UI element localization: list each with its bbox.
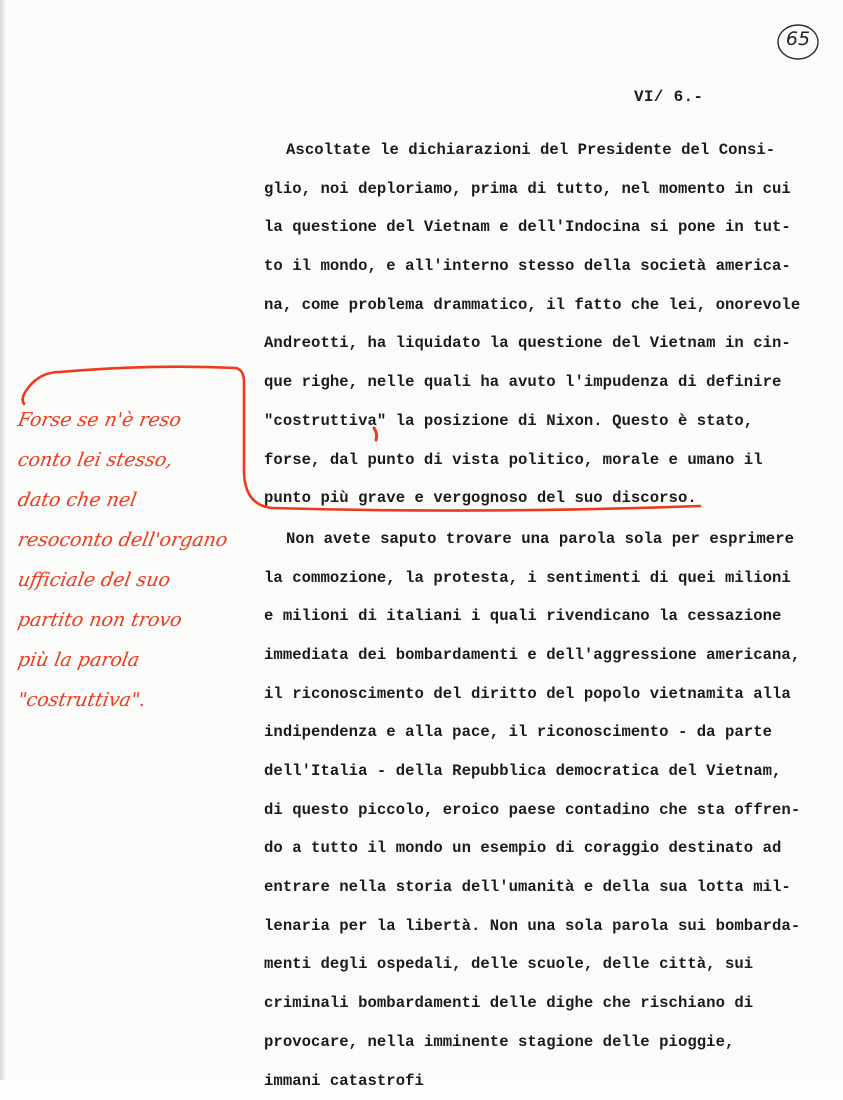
text-line: immani catastrofi — [264, 1062, 834, 1100]
text-line: dell'Italia - della Repubblica democratica del Vietnam, — [264, 752, 834, 791]
page-number-stamp — [776, 22, 820, 62]
scan-edge — [0, 0, 6, 1080]
text-line: que righe, nelle quali ha avuto l'impudenza di definire — [264, 363, 834, 402]
annotation-line: resoconto dell'organo — [14, 520, 261, 560]
annotation-line: partito non trovo — [14, 600, 261, 640]
text-line: criminali bombardamenti delle dighe che rischiano di — [264, 984, 834, 1023]
annotation-line: "costruttiva". — [14, 680, 261, 720]
typed-body-text — [264, 131, 834, 1100]
section-header: VI/ 6.- — [634, 88, 703, 106]
text-line: indipendenza e alla pace, il riconoscimento - da parte — [264, 713, 834, 752]
text-line: na, come problema drammatico, il fatto che lei, onorevole — [264, 286, 834, 325]
handwritten-annotation — [18, 400, 258, 720]
text-line: to il mondo, e all'interno stesso della società america- — [264, 247, 834, 286]
text-line: immediata dei bombardamenti e dell'aggressione americana, — [264, 636, 834, 675]
text-line: glio, noi deploriamo, prima di tutto, nel momento in cui — [264, 170, 834, 209]
text-line: la commozione, la protesta, i sentimenti di quei milioni — [264, 559, 834, 598]
annotation-line: dato che nel — [14, 480, 261, 520]
text-line: lenaria per la libertà. Non una sola parola sui bombarda- — [264, 907, 834, 946]
annotation-line: ufficiale del suo — [14, 560, 261, 600]
text-line: Non avete saputo trovare una parola sola per esprimere — [264, 520, 834, 559]
text-line: provocare, nella imminente stagione delle pioggie, — [264, 1023, 834, 1062]
text-line: e milioni di italiani i quali rivendicano la cessazione — [264, 597, 834, 636]
text-line: entrare nella storia dell'umanità e della sua lotta mil- — [264, 868, 834, 907]
annotation-line: più la parola — [14, 640, 261, 680]
page-number: 65 — [776, 28, 820, 50]
text-line: do a tutto il mondo un esempio di coraggio destinato ad — [264, 829, 834, 868]
text-line: menti degli ospedali, delle scuole, delle città, sui — [264, 945, 834, 984]
text-line: di questo piccolo, eroico paese contadino che sta offren- — [264, 791, 834, 830]
text-line: la questione del Vietnam e dell'Indocina si pone in tut- — [264, 208, 834, 247]
text-line: forse, dal punto di vista politico, morale e umano il — [264, 441, 834, 480]
text-line: il riconoscimento del diritto del popolo vietnamita alla — [264, 675, 834, 714]
text-line: Andreotti, ha liquidato la questione del Vietnam in cin- — [264, 324, 834, 363]
text-line: punto più grave e vergognoso del suo discorso. — [264, 479, 834, 518]
text-line: Ascoltate le dichiarazioni del Presidente del Consi- — [264, 131, 834, 170]
annotation-line: conto lei stesso, — [14, 440, 261, 480]
annotation-line: Forse se n'è reso — [14, 400, 261, 440]
text-line: "costruttiva" la posizione di Nixon. Questo è stato, — [264, 402, 834, 441]
